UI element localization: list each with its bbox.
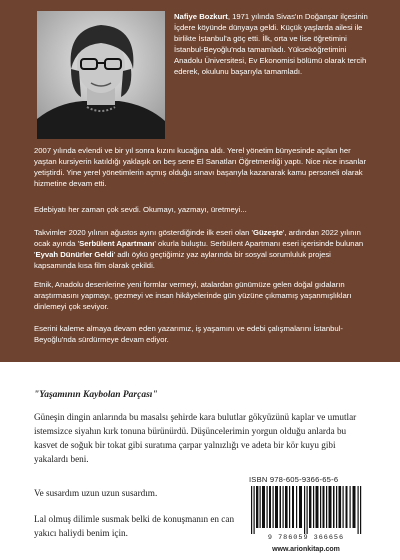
bio-text: Edebiyatı her zaman çok sevdi. Okumayı, yazmayı, üretmeyi... xyxy=(34,205,247,214)
author-photo xyxy=(37,11,165,139)
bio-paragraph-5 xyxy=(34,280,368,313)
publisher-website: www.arionkitap.com xyxy=(272,546,340,553)
excerpt-paragraph-2 xyxy=(34,486,239,500)
barcode-icon xyxy=(249,486,363,534)
bio-text: 2007 yılında evlendi ve bir yıl sonra kızını kucağına aldı. Yerel yönetim bünyesinde açılan her yaştan kursiyerin katıldığı yaklaşık on beş sene El Sanatları Öğretmenliği yaptı. Nice nice insanlar yetiştirdi. Yine yerel yönetimlerin açmış olduğu sınavı başarıyla kazanarak kamu personeli olarak hizmetine devam etti. xyxy=(34,146,367,188)
story-title-eyvah-dunurler-geldi: Eyvah Dünürler Geldi xyxy=(35,249,114,259)
author-bio-intro xyxy=(174,12,374,77)
bio-text: Etnik, Anadolu desenlerine yeni formlar vermeyi, atalardan günümüze gelen doğal gıdaların araştırmasını yapmayı, gezmeyi ve insan hikâyelerinde gün yüzüne çıkmamış yaşanmışlıkları dinlemeyi çok seviyor. xyxy=(34,280,352,311)
bio-paragraph-4 xyxy=(34,228,368,272)
isbn-barcode-block xyxy=(245,472,367,558)
bio-paragraph-3 xyxy=(34,205,368,216)
bio-text: ' okurla buluştu. Serbülent Apartmanı eseri içerisinde bulunan ' xyxy=(34,238,364,259)
barcode-digits: 9 786059 366656 xyxy=(267,534,345,542)
bio-paragraph-2 xyxy=(34,146,368,190)
bio-text: ', ardından 2022 yılının ocak ayında ' xyxy=(34,228,361,248)
bio-text: ' adlı öykü geçtiğimiz yaz aylarında bir sosyal sorumluluk projesi kapsamında kısa film olarak çekildi. xyxy=(34,249,331,270)
excerpt-title: "Yaşamının Kaybolan Parçası" xyxy=(34,390,158,400)
bio-text: Takvimler 2020 yılının ağustos ayını gösterdiğinde ilk eseri olan ' xyxy=(34,228,253,237)
excerpt-text: Ve susardım uzun uzun susardım. xyxy=(34,488,158,498)
excerpt-text: Lal olmuş dilimle susmak belki de konuşmanın en can yakıcı haliydi benim için. xyxy=(34,514,235,538)
isbn-label: ISBN 978-605-9366-65-6 xyxy=(249,475,339,484)
author-name: Nafiye Bozkurt xyxy=(174,12,228,21)
book-title-serbulent-apartmani: Serbülent Apartmanı xyxy=(79,238,155,248)
bio-text: Eserini kaleme almaya devam eden yazarımız, iş yaşamını ve edebi çalışmalarını İstanbul-Beyoğlu'nda sürdürmeye devam ediyor. xyxy=(34,324,343,344)
bio-paragraph-6 xyxy=(34,324,368,346)
excerpt-paragraph-3 xyxy=(34,512,239,540)
excerpt-paragraph-1 xyxy=(34,410,368,466)
book-title-guzeste: Güzeşte xyxy=(252,228,283,237)
excerpt-text: Güneşin dingin anlarında bu masalsı şehirde kara bulutlar gökyüzünü kaplar ve umutlar istemsizce siyahın kırk tonuna bürünürdü. Düşüncelerimin yorgun olduğu anlarda bu kasvet de soğuk bir tokat gibi suratıma çarpar yalnızlığı ve adeta bir kör kuyu gibi yakalardı beni. xyxy=(34,412,357,464)
bio-intro-text: , 1971 yılında Sivas'ın Doğanşar ilçesinin İçdere köyünde dünyaya geldi. Küçük yaşlarda ailesi ile birlikte İstanbul'a göç etti. İlk, orta ve lise öğretimini İstanbul-Beyoğlu'nda tamamladı. Yükseköğretimini Anadolu Üniversitesi, Ev Ekonomisi bölümü olarak tercih ederek, okulunu başarıyla tamamladı. xyxy=(174,12,368,76)
